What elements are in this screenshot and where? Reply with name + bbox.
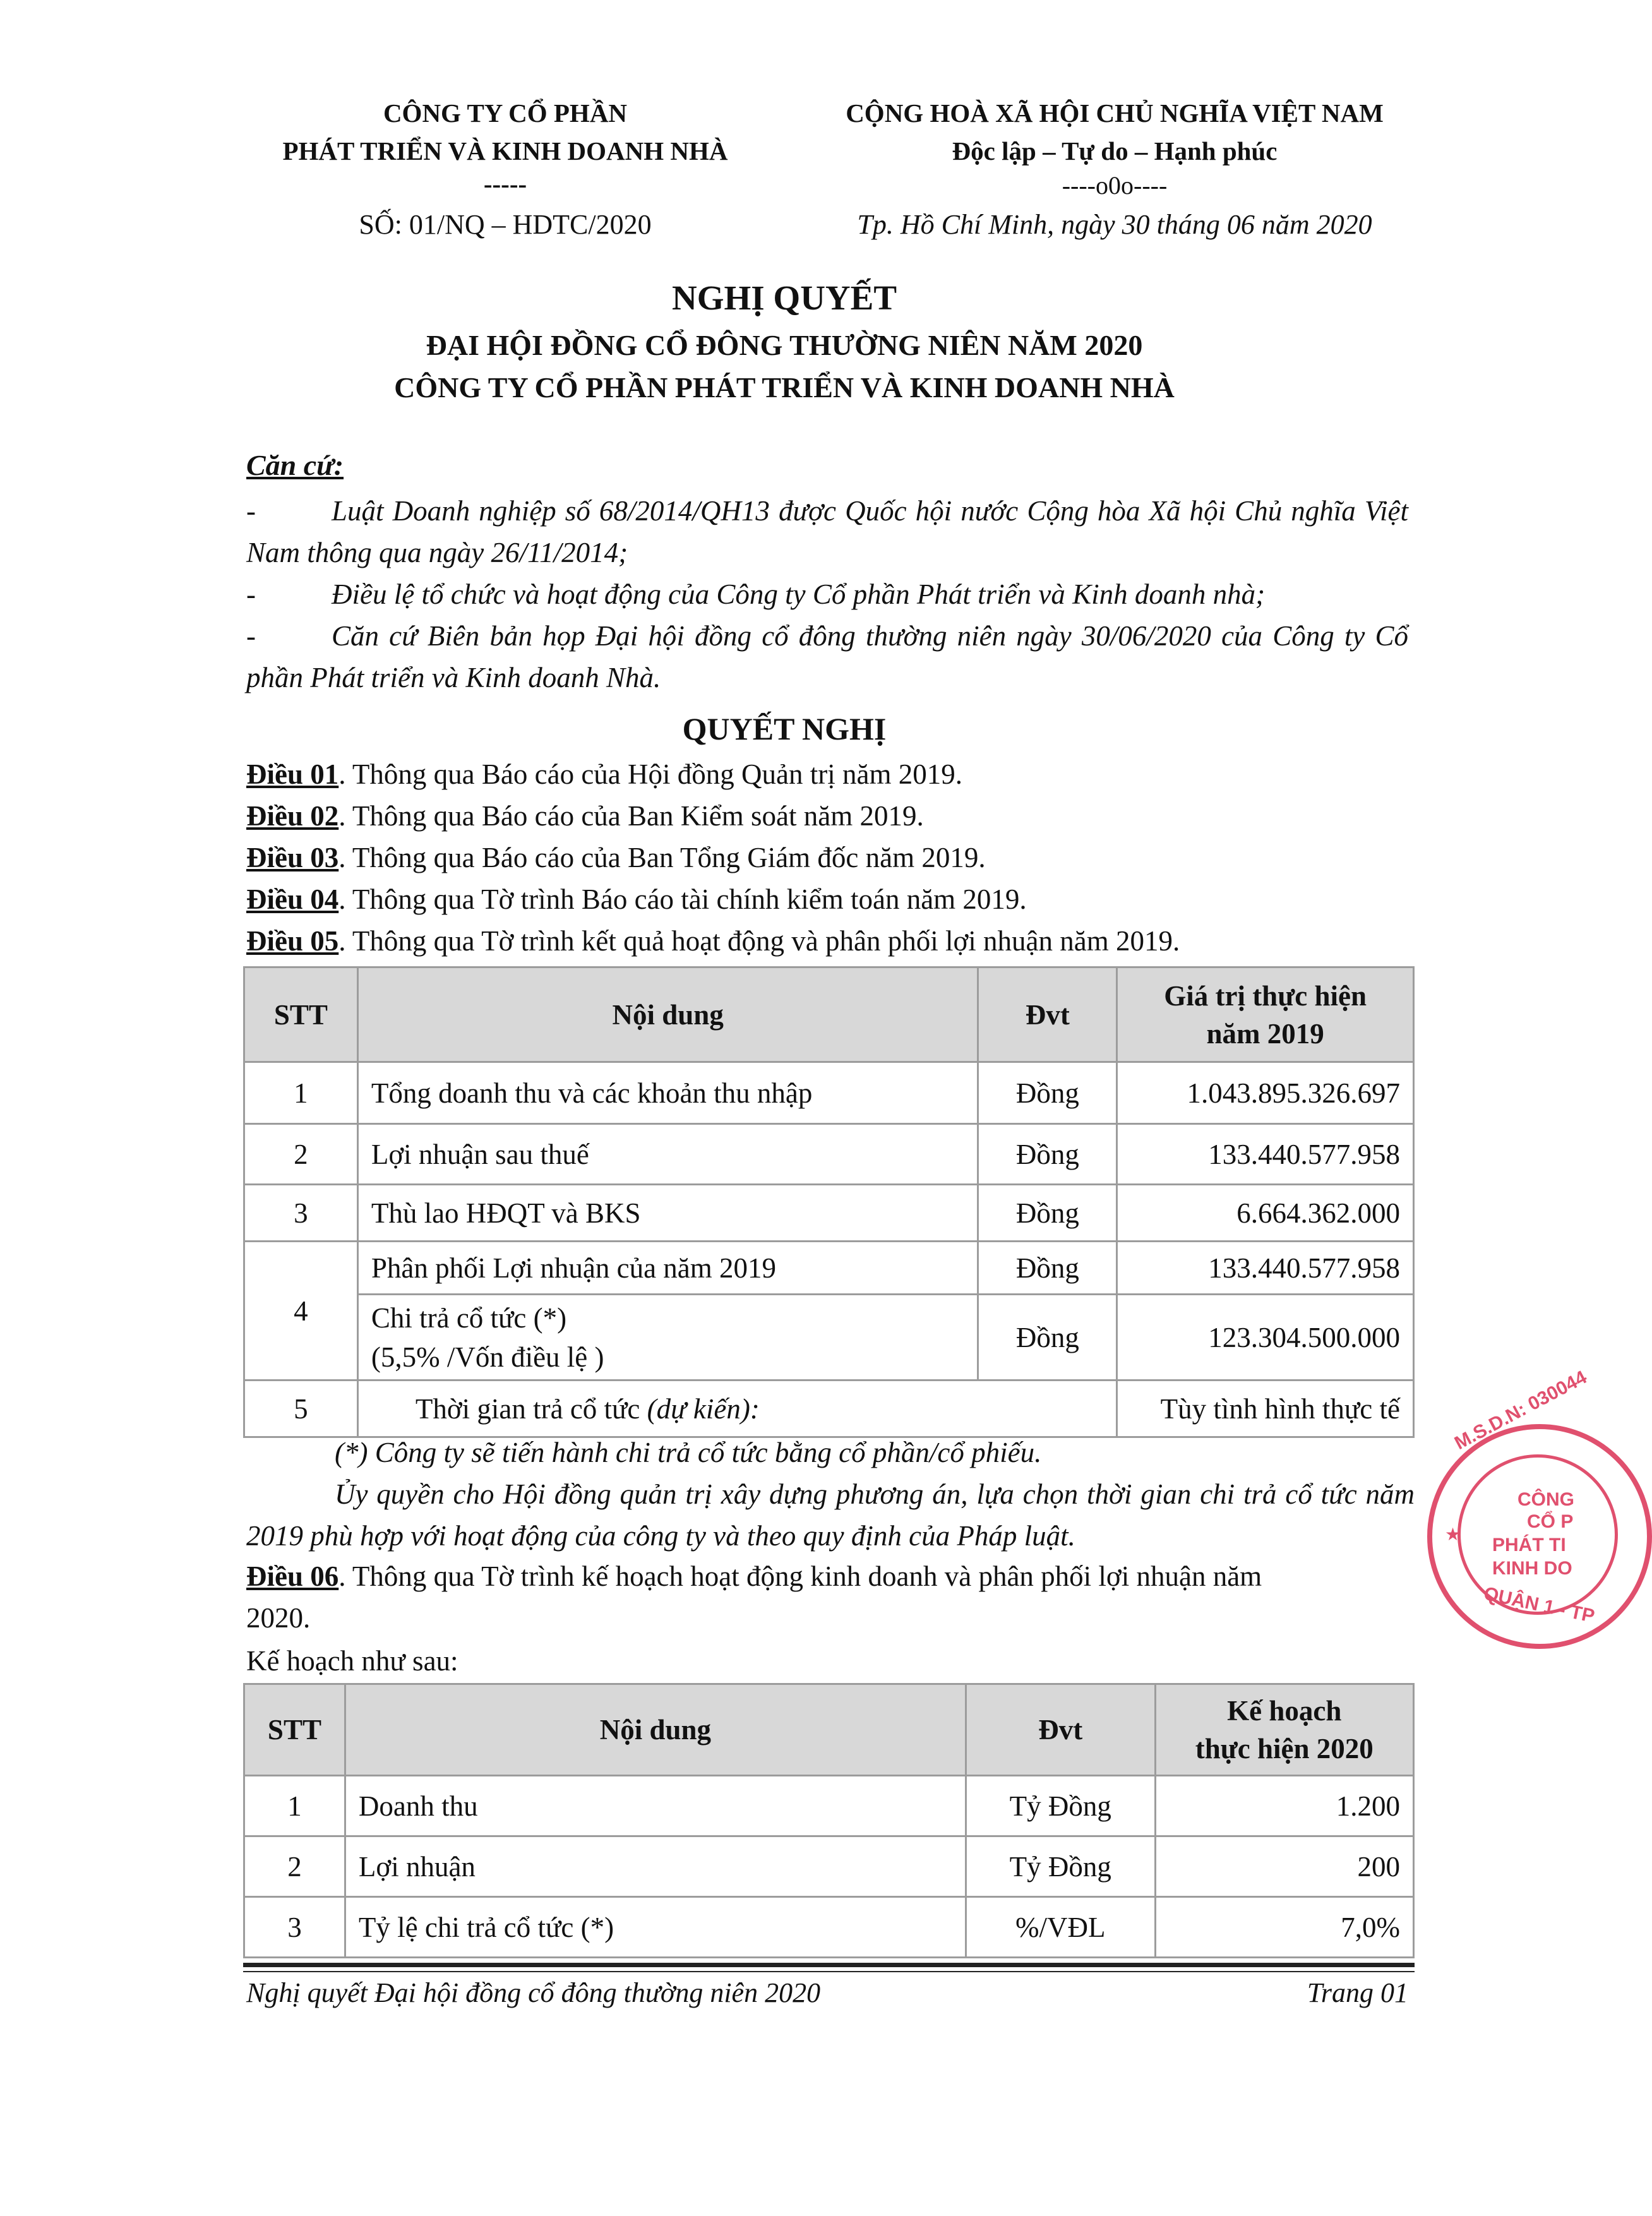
cell-content-line1: Chi trả cổ tức (*) — [371, 1302, 567, 1334]
cell-unit: Tỷ Đồng — [966, 1836, 1155, 1897]
basis-item-1 — [246, 490, 1408, 573]
authorization-note: Ủy quyền cho Hội đồng quản trị xây dựng phương án, lựa chọn thời gian chi trả cổ tức năm 2019 phù hợp với hoạt động của công ty và theo quy định của Pháp luật. — [246, 1478, 1415, 1552]
dividend-note: (*) Công ty sẽ tiến hành chi trả cổ tức bằng cổ phần/cổ phiếu. — [335, 1437, 1042, 1468]
header-stt: STT — [244, 967, 358, 1062]
basis-dash: - — [246, 620, 256, 652]
cell-content: Lợi nhuận sau thuế — [357, 1124, 978, 1185]
article-01 — [246, 758, 962, 791]
basis-item-2 — [246, 573, 1408, 615]
cell-unit: Tỷ Đồng — [966, 1776, 1155, 1836]
company-seal-line: CÔNG — [1517, 1489, 1574, 1510]
cell-stt: 4 — [244, 1242, 358, 1381]
company-seal-line: KINH DO — [1492, 1558, 1572, 1579]
footer-page-number: Trang 01 — [1307, 1977, 1408, 2008]
basis-heading: Căn cứ: — [246, 449, 344, 481]
star-icon: ★ — [1445, 1524, 1461, 1544]
article-text: . Thông qua Tờ trình kế hoạch hoạt động kinh doanh và phân phối lợi nhuận năm — [338, 1560, 1262, 1592]
cell-value: 133.440.577.958 — [1117, 1124, 1414, 1185]
basis-item-1-text: Luật Doanh nghiệp số 68/2014/QH13 được Quốc hội nước Cộng hòa Xã hội Chủ nghĩa Việt Nam thông qua ngày 26/11/2014; — [246, 495, 1408, 568]
company-separator: ----- — [483, 169, 527, 198]
footer-rule-thick — [243, 1963, 1415, 1967]
cell-content-plain: Thời gian trả cổ tức — [415, 1392, 647, 1425]
article-label: Điều 06 — [246, 1560, 339, 1592]
nation-motto: Độc lập – Tự do – Hạnh phúc — [952, 136, 1278, 165]
basis-dash: - — [246, 578, 256, 610]
nation-name: CỘNG HOÀ XÃ HỘI CHỦ NGHĨA VIỆT NAM — [846, 99, 1384, 128]
results-2019-table — [243, 966, 1415, 1438]
cell-unit: %/VĐL — [966, 1897, 1155, 1958]
cell-value: 200 — [1155, 1836, 1413, 1897]
table-row — [244, 1295, 1414, 1381]
article-label: Điều 04 — [246, 883, 339, 915]
table-row — [244, 1836, 1414, 1897]
header-value-line1: Kế hoạch — [1227, 1695, 1342, 1727]
document-subtitle-2: CÔNG TY CỔ PHẦN PHÁT TRIỂN VÀ KINH DOANH NHÀ — [394, 371, 1175, 404]
article-text: . Thông qua Tờ trình Báo cáo tài chính kiểm toán năm 2019. — [338, 883, 1027, 915]
header-value — [1117, 967, 1414, 1062]
table-header-row — [244, 967, 1414, 1062]
article-02 — [246, 800, 924, 832]
company-seal-rim-bottom: QUẬN 1 - TP — [1481, 1583, 1596, 1627]
basis-item-3 — [246, 615, 1408, 698]
cell-stt: 1 — [244, 1062, 358, 1124]
cell-content: Thù lao HĐQT và BKS — [357, 1185, 978, 1242]
header-value-line2: thực hiện 2020 — [1195, 1733, 1374, 1764]
header-unit: Đvt — [978, 967, 1117, 1062]
basis-item-3-text: Căn cứ Biên bản họp Đại hội đồng cổ đông thường niên ngày 30/06/2020 của Công ty Cổ phần Phát triển và Kinh doanh Nhà. — [246, 620, 1408, 693]
cell-value: 6.664.362.000 — [1117, 1185, 1414, 1242]
header-value-line2: năm 2019 — [1206, 1017, 1324, 1050]
nation-separator: ----o0o---- — [1062, 171, 1168, 200]
company-name-line2: PHÁT TRIỂN VÀ KINH DOANH NHÀ — [282, 136, 728, 165]
article-06 — [246, 1560, 1262, 1593]
cell-unit: Đồng — [978, 1295, 1117, 1381]
article-label: Điều 03 — [246, 842, 339, 873]
company-seal-rim-top: M.S.D.N: 030044 — [1451, 1367, 1591, 1454]
company-seal-line: PHÁT TI — [1492, 1535, 1566, 1555]
article-text: . Thông qua Báo cáo của Ban Tổng Giám đốc năm 2019. — [338, 842, 986, 873]
cell-stt: 2 — [244, 1836, 345, 1897]
table-row — [244, 1776, 1414, 1836]
cell-unit: Đồng — [978, 1242, 1117, 1295]
article-03 — [246, 841, 986, 874]
table-row — [244, 1185, 1414, 1242]
cell-content: Tỷ lệ chi trả cổ tức (*) — [345, 1897, 966, 1958]
table-row — [244, 1062, 1414, 1124]
article-text: . Thông qua Báo cáo của Ban Kiểm soát năm 2019. — [338, 800, 924, 832]
place-date: Tp. Hồ Chí Minh, ngày 30 tháng 06 năm 2020 — [857, 209, 1372, 240]
cell-content: Tổng doanh thu và các khoản thu nhập — [357, 1062, 978, 1124]
cell-value: 1.200 — [1155, 1776, 1413, 1836]
cell-content-italic: (dự kiến): — [647, 1392, 760, 1425]
article-text: . Thông qua Báo cáo của Hội đồng Quản trị năm 2019. — [338, 758, 962, 790]
company-name-line1: CÔNG TY CỔ PHẦN — [383, 99, 628, 128]
cell-stt: 2 — [244, 1124, 358, 1185]
article-06-continuation: 2020. — [246, 1602, 311, 1634]
table-header-row — [244, 1684, 1414, 1776]
cell-stt: 1 — [244, 1776, 345, 1836]
company-seal — [1427, 1367, 1652, 1649]
article-label: Điều 05 — [246, 925, 339, 957]
cell-unit: Đồng — [978, 1185, 1117, 1242]
document-title: NGHỊ QUYẾT — [671, 278, 897, 317]
cell-unit: Đồng — [978, 1062, 1117, 1124]
header-unit: Đvt — [966, 1684, 1155, 1776]
table-row — [244, 1242, 1414, 1295]
cell-unit: Đồng — [978, 1124, 1117, 1185]
cell-content — [357, 1381, 1116, 1437]
document-number: SỐ: 01/NQ – HDTC/2020 — [359, 209, 652, 240]
header-content: Nội dung — [345, 1684, 966, 1776]
basis-dash: - — [246, 495, 256, 527]
cell-value: 7,0% — [1155, 1897, 1413, 1958]
table-row — [244, 1897, 1414, 1958]
cell-value: 123.304.500.000 — [1117, 1295, 1414, 1381]
cell-value: 133.440.577.958 — [1117, 1242, 1414, 1295]
cell-value: 1.043.895.326.697 — [1117, 1062, 1414, 1124]
header-stt: STT — [244, 1684, 345, 1776]
resolution-heading: QUYẾT NGHỊ — [682, 711, 887, 746]
header-value-line1: Giá trị thực hiện — [1164, 979, 1367, 1012]
company-seal-line: CỔ P — [1527, 1511, 1574, 1532]
cell-value: Tùy tình hình thực tế — [1117, 1381, 1414, 1437]
cell-stt: 3 — [244, 1185, 358, 1242]
plan-intro: Kế hoạch như sau: — [246, 1645, 458, 1677]
table-row — [244, 1381, 1414, 1437]
basis-item-2-text: Điều lệ tổ chức và hoạt động của Công ty Cổ phần Phát triển và Kinh doanh nhà; — [332, 578, 1266, 610]
cell-content: Doanh thu — [345, 1776, 966, 1836]
article-text: . Thông qua Tờ trình kết quả hoạt động và phân phối lợi nhuận năm 2019. — [338, 925, 1180, 957]
document-subtitle-1: ĐẠI HỘI ĐỒNG CỔ ĐÔNG THƯỜNG NIÊN NĂM 2020 — [426, 329, 1143, 361]
cell-stt: 3 — [244, 1897, 345, 1958]
cell-content: Lợi nhuận — [345, 1836, 966, 1897]
article-label: Điều 01 — [246, 758, 339, 790]
cell-content-line2: (5,5% /Vốn điều lệ ) — [371, 1341, 604, 1373]
article-05 — [246, 925, 1180, 957]
header-value — [1155, 1684, 1413, 1776]
cell-content: Phân phối Lợi nhuận của năm 2019 — [357, 1242, 978, 1295]
table-row — [244, 1124, 1414, 1185]
article-04 — [246, 883, 1027, 916]
article-label: Điều 02 — [246, 800, 339, 832]
cell-content — [357, 1295, 978, 1381]
cell-stt: 5 — [244, 1381, 358, 1437]
header-content: Nội dung — [357, 967, 978, 1062]
plan-2020-table — [243, 1683, 1415, 1958]
footer-rule-thin — [243, 1971, 1415, 1972]
footer-left: Nghị quyết Đại hội đồng cổ đông thường niên 2020 — [246, 1977, 821, 2008]
